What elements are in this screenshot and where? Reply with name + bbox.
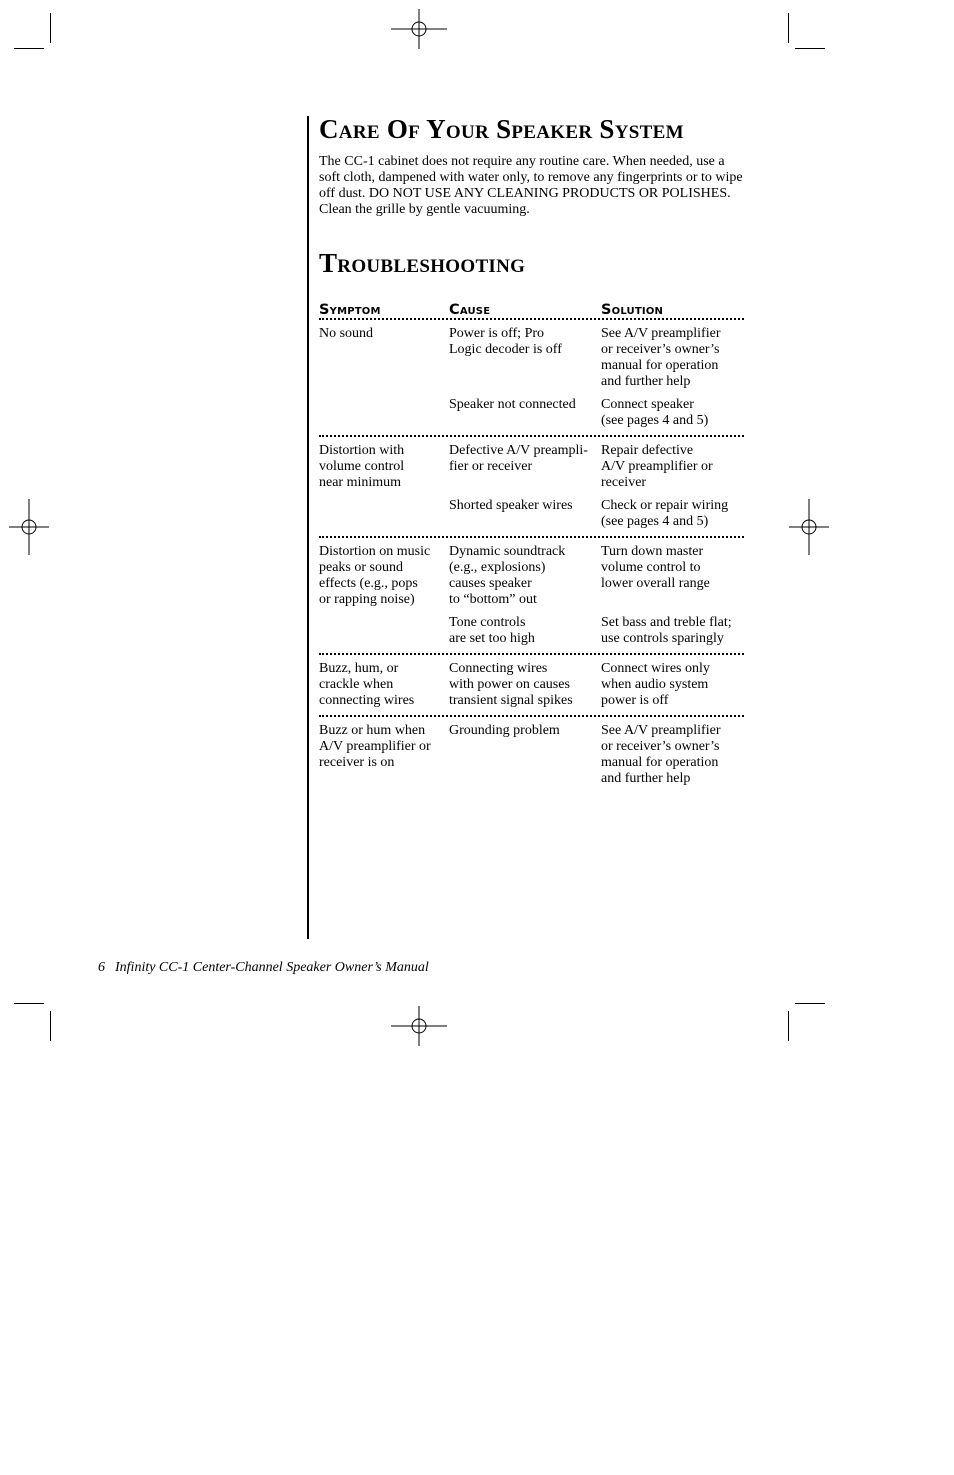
page-number: 6: [98, 960, 105, 975]
troubleshooting-table: [319, 318, 744, 793]
cause-cell: Grounding problem: [449, 723, 560, 738]
solution-cell: See A/V preamplifier or receiver’s owner’s manual for operation and further help: [601, 326, 721, 389]
symptom-group: [319, 320, 744, 435]
symptom-cell: Buzz or hum when A/V preamplifier or receiver is on: [319, 723, 431, 770]
table-row: [319, 397, 744, 429]
table-row: [319, 661, 744, 709]
solution-cell: Set bass and treble flat; use controls sparingly: [601, 615, 732, 646]
crop-mark-bottom-left-v: [50, 1011, 51, 1041]
symptom-group: [319, 655, 744, 715]
registration-mark-right-icon: [781, 499, 837, 555]
registration-mark-top-icon: [391, 1, 447, 57]
solution-cell: Turn down master volume control to lower overall range: [601, 544, 710, 591]
cause-cell: Shorted speaker wires: [449, 498, 573, 513]
crop-mark-bottom-right-v: [788, 1011, 789, 1041]
table-row: [319, 723, 744, 787]
registration-mark-bottom-icon: [391, 998, 447, 1054]
solution-cell: Connect wires only when audio system power is off: [601, 661, 710, 708]
table-row: [319, 326, 744, 390]
symptom-group: [319, 437, 744, 536]
cause-cell: Defective A/V preampli- fier or receiver: [449, 443, 588, 474]
solution-cell: See A/V preamplifier or receiver’s owner’s manual for operation and further help: [601, 723, 721, 786]
cause-cell: Connecting wires with power on causes transient signal spikes: [449, 661, 573, 708]
care-paragraph: The CC-1 cabinet does not require any routine care. When needed, use a soft cloth, dampened with water only, to remove any fingerprints or to wipe off dust. DO NOT USE ANY CLEANING PRODUCTS OR POLISHES. Clean the grille by gentle vacuuming.: [319, 154, 743, 217]
cause-cell: Power is off; Pro Logic decoder is off: [449, 326, 562, 357]
crop-mark-top-right-h: [795, 48, 825, 49]
table-row: [319, 498, 744, 530]
table-row: [319, 615, 744, 647]
symptom-cell: Distortion on music peaks or sound effects (e.g., pops or rapping noise): [319, 544, 431, 607]
registration-mark-left-icon: [1, 499, 57, 555]
crop-mark-bottom-right-h: [795, 1003, 825, 1004]
page-footer: [98, 960, 429, 976]
troubleshooting-heading: Troubleshooting: [319, 248, 526, 278]
symptom-cell: [319, 615, 449, 647]
manual-title: Infinity CC-1 Center-Channel Speaker Owner’s Manual: [115, 960, 429, 975]
solution-cell: Check or repair wiring (see pages 4 and 5): [601, 498, 729, 529]
symptom-header: Symptom: [319, 302, 381, 318]
solution-cell: Connect speaker (see pages 4 and 5): [601, 397, 709, 428]
table-header: [319, 296, 744, 318]
margin-rule: [307, 116, 309, 939]
table-row: [319, 544, 744, 608]
cause-header: Cause: [449, 302, 491, 318]
crop-mark-bottom-left-h: [14, 1003, 44, 1004]
solution-header: Solution: [601, 302, 664, 318]
symptom-group: [319, 538, 744, 653]
crop-mark-top-right-v: [788, 13, 789, 43]
symptom-cell: Distortion with volume control near minimum: [319, 443, 405, 490]
page-content: [319, 112, 744, 793]
care-heading: Care Of Your Speaker System: [319, 114, 684, 144]
cause-cell: Tone controls are set too high: [449, 615, 535, 646]
crop-mark-top-left-h: [14, 48, 44, 49]
symptom-cell: [319, 498, 449, 530]
cause-cell: Speaker not connected: [449, 397, 576, 412]
symptom-cell: Buzz, hum, or crackle when connecting wires: [319, 661, 415, 708]
symptom-group: [319, 717, 744, 793]
cause-cell: Dynamic soundtrack (e.g., explosions) causes speaker to “bottom” out: [449, 544, 566, 607]
table-row: [319, 443, 744, 491]
symptom-cell: No sound: [319, 326, 374, 341]
solution-cell: Repair defective A/V preamplifier or receiver: [601, 443, 713, 490]
crop-mark-top-left-v: [50, 13, 51, 43]
symptom-cell: [319, 397, 449, 429]
